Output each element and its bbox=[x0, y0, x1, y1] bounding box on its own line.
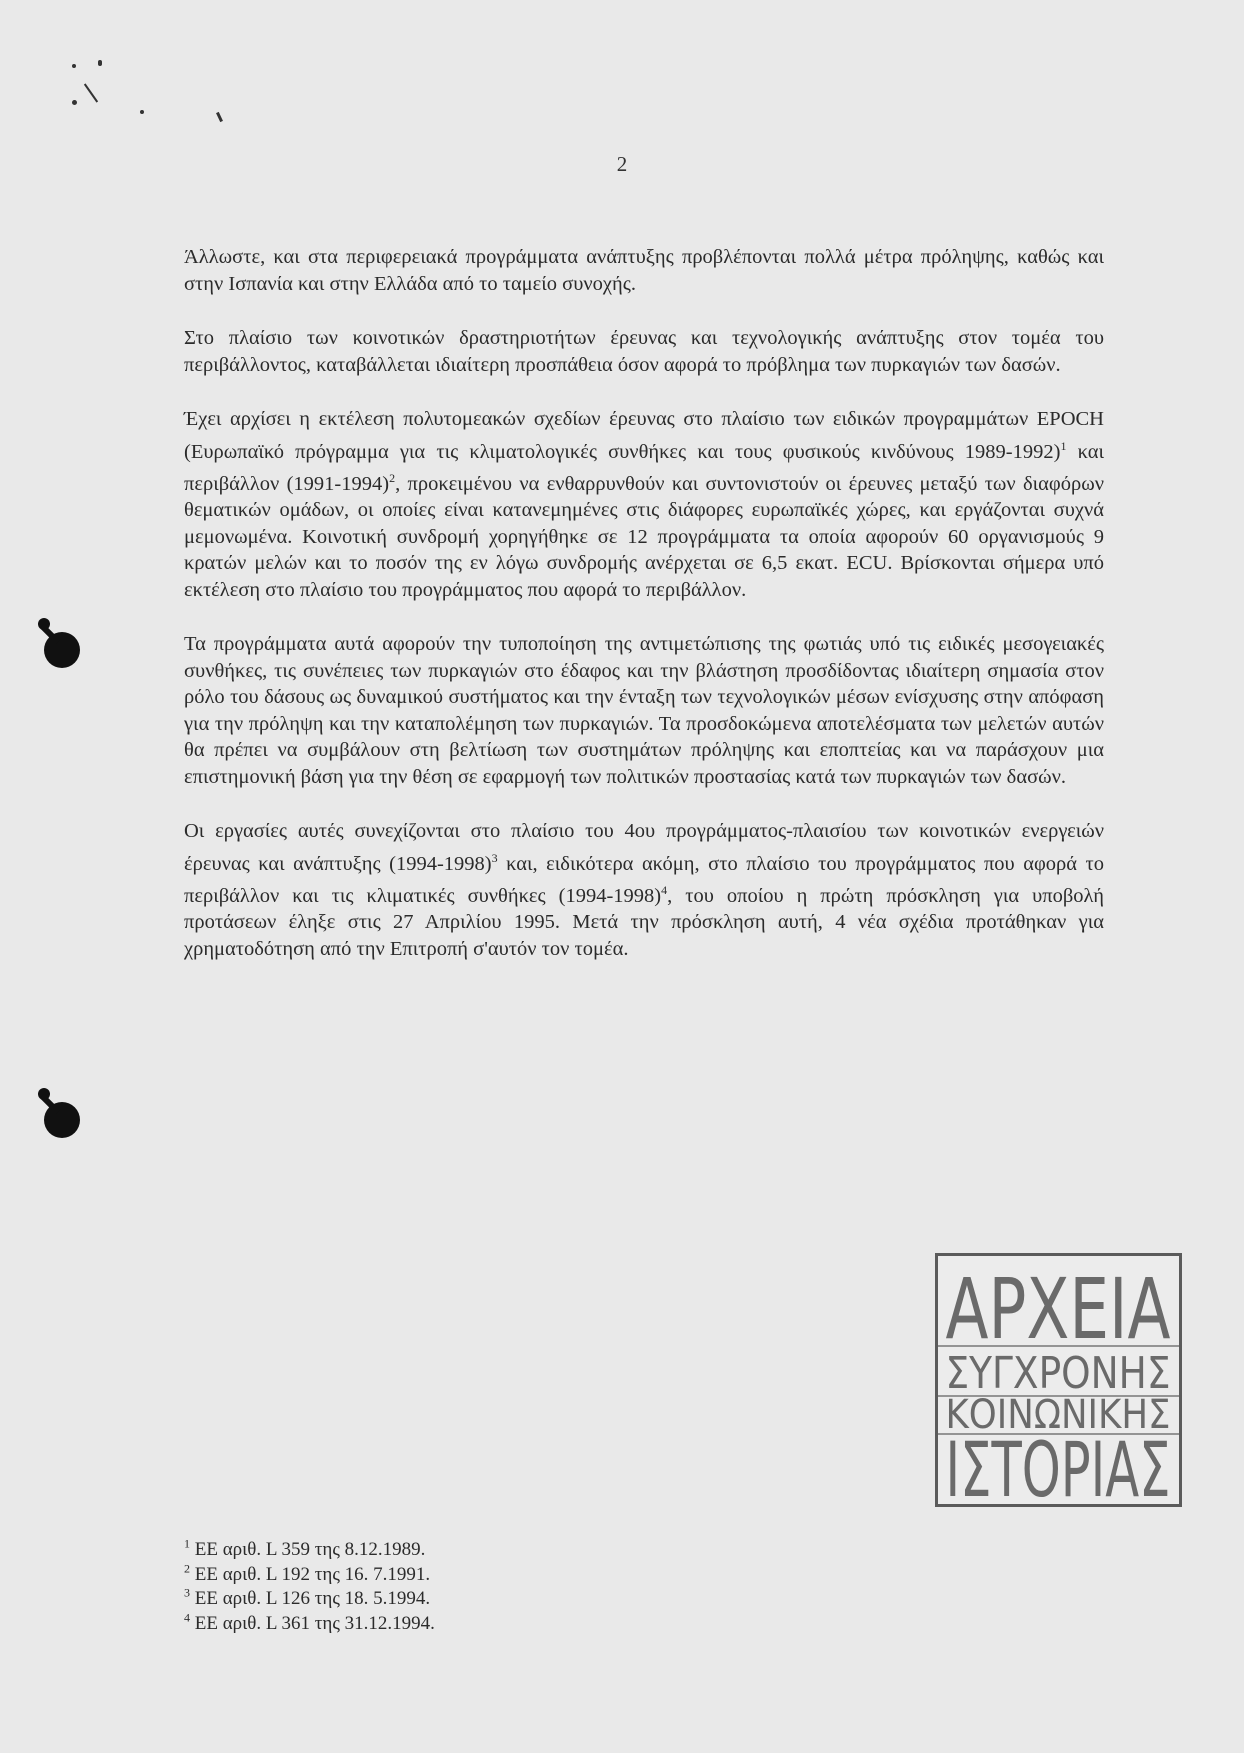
scan-speck bbox=[84, 83, 98, 102]
punch-hole-mark bbox=[28, 612, 88, 672]
paragraph-3-text-c: , προκειμένου να ενθαρρυνθούν και συντονιστούν οι έρευνες μεταξύ των διαφόρων θεματικών ομάδων, οι οποίες είναι κατανεμημένες στις διάφορες ευρωπαϊκές χώρες, και εργάζονται συχνά μεμονωμένα. Κοινοτική συνδρομή χορηγήθηκε σε 12 προγράμματα τα οποία αφορούν 60 οργανισμούς 9 κρατών μελών και το ποσόν της εν λόγω συνδρομής ανέρχεται σε 6,5 εκατ. ECU. Βρίσκονται σήμερα υπό εκτέλεση στο πλαίσιο του προγράμματος που αφορά το περιβάλλον. bbox=[184, 472, 1104, 601]
paragraph-4: Τα προγράμματα αυτά αφορούν την τυποποίηση της αντιμετώπισης της φωτιάς υπό τις ειδικές μεσογειακές συνθήκες, τις συνέπειες των πυρκαγιών στο έδαφος και την βλάστηση προσδίδοντας ιδιαίτερη σημασία στον ρόλο του δάσους ως δυναμικού συστήματος και την ένταξη των τεχνολογικών μέσων ενίσχυσης στην απόφαση για την πρόληψη και την καταπολέμηση των πυρκαγιών. Τα προσδοκώμενα αποτελέσματα των μελετών αυτών θα πρέπει να συμβάλουν στη βελτίωση των συστημάτων πρόληψης και εποπτείας και να παράσχουν μια επιστημονική βάση για την θέση σε εφαρμογή των πολιτικών προστασίας κατά των πυρκαγιών των δασών. bbox=[184, 633, 1104, 788]
scan-speck bbox=[72, 100, 77, 105]
paragraph-2: Στο πλαίσιο των κοινοτικών δραστηριοτήτων έρευνας και τεχνολογικής ανάπτυξης στον τομέα του περιβάλλοντος, καταβάλλεται ιδιαίτερη προσπάθεια όσον αφορά το πρόβλημα των πυρκαγιών των δασών. bbox=[184, 327, 1104, 376]
page-number: 2 bbox=[616, 152, 628, 176]
paragraph-3-text-a: Έχει αρχίσει η εκτέλεση πολυτομεακών σχεδίων έρευνας στο πλαίσιο των ειδικών προγραμμάτων EPOCH (Ευρωπαϊκό πρόγραμμα για τις κλιματολογικές συνθήκες και τους φυσικούς κινδύνους 1989-1992) bbox=[184, 408, 1104, 463]
footnote-ref-4: 4 bbox=[661, 882, 668, 897]
paragraph-1: Άλλωστε, και στα περιφερειακά προγράμματα ανάπτυξης προβλέπονται πολλά μέτρα πρόληψης, καθώς και στην Ισπανία και στην Ελλάδα από το ταμείο συνοχής. bbox=[184, 246, 1104, 295]
scan-speck bbox=[140, 110, 144, 114]
scan-speck bbox=[72, 64, 76, 68]
footnote-ref-1: 1 bbox=[1060, 438, 1067, 453]
footnotes bbox=[184, 1538, 524, 1636]
punch-hole-mark bbox=[28, 1082, 88, 1142]
stamp-line-1: ΑΡΧΕΙΑ bbox=[945, 1260, 1171, 1358]
footnote-4: $^4$ ΕΕ αριθ. L 361 της 31.12.1994. bbox=[184, 1610, 435, 1634]
footnote-ref-2: 2 bbox=[389, 470, 396, 485]
body-text bbox=[184, 244, 1104, 990]
paragraph-5-text-b: και, ειδικότερα ακόμη, στο πλαίσιο του προγράμματος που αφορά το περιβάλλον και τις κλιματικές συνθήκες (1994-1998) bbox=[184, 852, 1104, 907]
footnote-ref-3: 3 bbox=[491, 850, 498, 865]
paragraph-5 bbox=[184, 818, 1104, 962]
paragraph-5-text-a: Οι εργασίες αυτές συνεχίζονται στο πλαίσιο του 4ου προγράμματος-πλαισίου των κοινοτικών ενεργειών έρευνας και ανάπτυξης (1994-1998) bbox=[184, 820, 1104, 875]
footnote-2: $^2$ ΕΕ αριθ. L 192 της 16. 7.1991. bbox=[184, 1561, 431, 1585]
scan-speck bbox=[98, 60, 102, 66]
archive-stamp bbox=[935, 1253, 1182, 1514]
scan-speck bbox=[216, 112, 223, 122]
stamp-line-4: ΙΣΤΟΡΙΑΣ bbox=[945, 1425, 1171, 1514]
stamp-line-2: ΣΥΓΧΡΟΝΗΣ bbox=[945, 1348, 1171, 1399]
paragraph-5-text-c: , του οποίου η πρώτη πρόσκληση για υποβολή προτάσεων έληξε στις 27 Απριλίου 1995. Μετά την πρόσκληση αυτή, 4 νέα σχέδια προτάθηκαν για χρηματοδότηση από την Επιτροπή σ'αυτόν τον τομέα. bbox=[184, 884, 1104, 960]
footnote-3: $^3$ ΕΕ αριθ. L 126 της 18. 5.1994. bbox=[184, 1585, 431, 1609]
footnote-1: $^1$ ΕΕ αριθ. L 359 της 8.12.1989. bbox=[184, 1536, 426, 1560]
paragraph-3-text-b: και περιβάλλον (1991-1994) bbox=[184, 440, 1105, 495]
stamp-line-3: ΚΟΙΝΩΝΙΚΗΣ bbox=[945, 1392, 1171, 1438]
paragraph-3 bbox=[184, 406, 1104, 603]
